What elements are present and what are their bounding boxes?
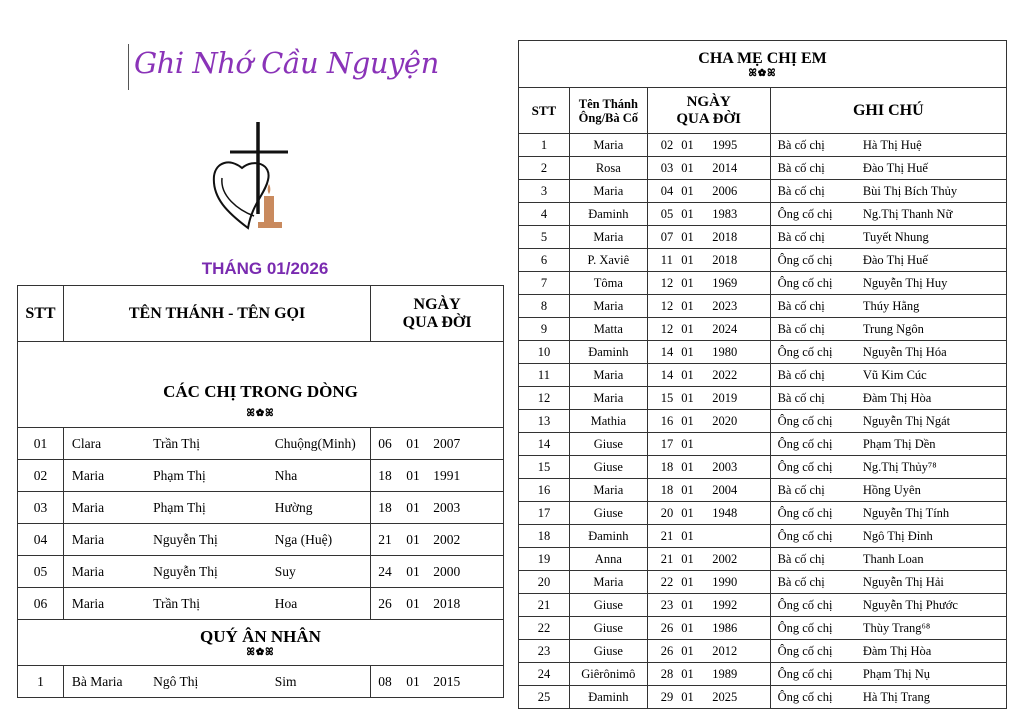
cell-saint: Maria — [569, 180, 647, 203]
cell-date — [371, 524, 504, 556]
cell-relation: Ông cố chị — [770, 525, 856, 548]
cell-saint: Giuse — [569, 502, 647, 525]
cell-day: 28 — [647, 663, 677, 686]
sisters-table — [17, 285, 504, 698]
cell-stt: 7 — [519, 272, 570, 295]
table-row — [519, 134, 1007, 157]
date-year: 2003 — [433, 499, 461, 515]
cell-month: 01 — [677, 387, 707, 410]
cell-day: 18 — [647, 479, 677, 502]
cell-name: Phạm Thị Dền — [856, 433, 1007, 456]
cell-given-name: Nha — [267, 460, 371, 492]
table-row — [519, 640, 1007, 663]
cell-month: 01 — [677, 479, 707, 502]
cell-year: 1980 — [707, 341, 770, 364]
cell-month: 01 — [677, 617, 707, 640]
date-day: 18 — [378, 499, 392, 515]
cell-month: 01 — [677, 249, 707, 272]
date-year: 2002 — [433, 531, 461, 547]
cell-name: Trung Ngôn — [856, 318, 1007, 341]
date-day: 08 — [378, 673, 392, 689]
cell-relation: Bà cố chị — [770, 387, 856, 410]
floral-ornament-icon: ꕤ✿ꕤ — [246, 647, 275, 658]
cell-name: Vũ Kim Cúc — [856, 364, 1007, 387]
cell-name: Đào Thị Huế — [856, 157, 1007, 180]
cell-stt: 8 — [519, 295, 570, 318]
cell-name: Thúy Hằng — [856, 295, 1007, 318]
cell-relation: Bà cố chị — [770, 318, 856, 341]
table-row — [519, 203, 1007, 226]
cell-name: Ng.Thị Thanh Nữ — [856, 203, 1007, 226]
col-header-date-line1: NGÀY — [413, 295, 461, 313]
date-month: 01 — [406, 499, 420, 515]
cell-date — [371, 492, 504, 524]
col-header-saint-line1: Tên Thánh — [578, 96, 638, 111]
date-month: 01 — [406, 673, 420, 689]
cell-relation: Ông cố chị — [770, 663, 856, 686]
cell-saint: Giuse — [569, 594, 647, 617]
cell-stt: 16 — [519, 479, 570, 502]
cell-year: 1948 — [707, 502, 770, 525]
cell-day: 22 — [647, 571, 677, 594]
cross-heart-candle-icon — [208, 118, 288, 236]
cell-month: 01 — [677, 272, 707, 295]
cell-stt: 22 — [519, 617, 570, 640]
cell-month: 01 — [677, 594, 707, 617]
cell-given-name: Chuộng(Minh) — [267, 428, 371, 460]
cell-saint: Clara — [63, 428, 145, 460]
cell-relation: Ông cố chị — [770, 456, 856, 479]
cell-relation: Bà cố chị — [770, 479, 856, 502]
cell-day: 12 — [647, 272, 677, 295]
cell-family-name: Phạm Thị — [145, 492, 267, 524]
cell-year — [707, 525, 770, 548]
cell-stt: 14 — [519, 433, 570, 456]
section-header-row — [18, 620, 504, 666]
section-title: QUÝ ÂN NHÂN — [200, 627, 321, 646]
cell-month: 01 — [677, 548, 707, 571]
cell-month: 01 — [677, 134, 707, 157]
cell-relation: Ông cố chị — [770, 341, 856, 364]
date-day: 21 — [378, 531, 392, 547]
cell-month: 01 — [677, 525, 707, 548]
cell-relation: Ông cố chị — [770, 433, 856, 456]
cell-stt: 17 — [519, 502, 570, 525]
cell-stt: 23 — [519, 640, 570, 663]
table-row — [18, 492, 504, 524]
table-row — [519, 387, 1007, 410]
cell-saint: Giuse — [569, 456, 647, 479]
date-day: 18 — [378, 467, 392, 483]
cell-year: 1983 — [707, 203, 770, 226]
cell-name: Hà Thị Huệ — [856, 134, 1007, 157]
cell-saint: Đaminh — [569, 203, 647, 226]
cell-stt: 21 — [519, 594, 570, 617]
cell-year: 2018 — [707, 226, 770, 249]
cell-relation: Bà cố chị — [770, 364, 856, 387]
table-row — [18, 666, 504, 698]
cell-day: 17 — [647, 433, 677, 456]
cell-given-name: Nga (Huệ) — [267, 524, 371, 556]
col-header-stt: STT — [18, 286, 64, 342]
cell-day: 07 — [647, 226, 677, 249]
cell-name: Hồng Uyên — [856, 479, 1007, 502]
cell-saint: Maria — [569, 134, 647, 157]
cell-day: 29 — [647, 686, 677, 709]
table-row — [519, 571, 1007, 594]
cell-relation: Ông cố chị — [770, 410, 856, 433]
cell-year: 2020 — [707, 410, 770, 433]
floral-ornament-icon: ꕤ✿ꕤ — [748, 67, 777, 79]
cell-day: 12 — [647, 295, 677, 318]
cell-given-name: Suy — [267, 556, 371, 588]
table-row — [519, 594, 1007, 617]
table-row — [18, 460, 504, 492]
cell-stt: 25 — [519, 686, 570, 709]
cell-saint: Anna — [569, 548, 647, 571]
cell-saint: P. Xaviê — [569, 249, 647, 272]
cell-given-name: Sim — [267, 666, 371, 698]
section-title: CÁC CHỊ TRONG DÒNG — [163, 382, 358, 401]
date-day: 24 — [378, 563, 392, 579]
date-year: 2007 — [433, 435, 461, 451]
cell-stt: 06 — [18, 588, 64, 620]
cell-month: 01 — [677, 456, 707, 479]
cell-name: Ng.Thị Thủy⁷⁸ — [856, 456, 1007, 479]
table-row — [519, 318, 1007, 341]
cell-name: Nguyễn Thị Hải — [856, 571, 1007, 594]
col-header-saint — [569, 88, 647, 134]
cell-stt: 10 — [519, 341, 570, 364]
cell-date — [371, 588, 504, 620]
cell-relation: Bà cố chị — [770, 157, 856, 180]
cell-stt: 20 — [519, 571, 570, 594]
cell-year: 2002 — [707, 548, 770, 571]
cell-relation: Ông cố chị — [770, 502, 856, 525]
cell-name: Nguyễn Thị Ngát — [856, 410, 1007, 433]
cell-stt: 12 — [519, 387, 570, 410]
cell-given-name: Hoa — [267, 588, 371, 620]
col-header-date-line1: NGÀY — [686, 93, 731, 110]
cell-name: Nguyễn Thị Tính — [856, 502, 1007, 525]
cell-month: 01 — [677, 364, 707, 387]
cell-name: Ngô Thị Đỉnh — [856, 525, 1007, 548]
table-row — [519, 226, 1007, 249]
cell-name: Nguyễn Thị Phước — [856, 594, 1007, 617]
cell-day: 04 — [647, 180, 677, 203]
cell-saint: Mathia — [569, 410, 647, 433]
col-header-note: GHI CHÚ — [770, 88, 1006, 134]
table-title-row — [519, 41, 1007, 88]
table-row — [519, 157, 1007, 180]
cell-month: 01 — [677, 502, 707, 525]
cell-name: Tuyết Nhung — [856, 226, 1007, 249]
table-row — [18, 428, 504, 460]
cell-day: 18 — [647, 456, 677, 479]
cell-year: 2012 — [707, 640, 770, 663]
cell-month: 01 — [677, 318, 707, 341]
cell-stt: 1 — [519, 134, 570, 157]
section-sisters — [18, 342, 504, 428]
date-month: 01 — [406, 467, 420, 483]
cell-month: 01 — [677, 640, 707, 663]
table-row — [519, 433, 1007, 456]
cell-stt: 2 — [519, 157, 570, 180]
cell-year: 1990 — [707, 571, 770, 594]
cell-saint: Maria — [63, 588, 145, 620]
cell-stt: 19 — [519, 548, 570, 571]
cell-relation: Bà cố chị — [770, 226, 856, 249]
cell-saint: Đaminh — [569, 341, 647, 364]
cell-stt: 6 — [519, 249, 570, 272]
cell-day: 14 — [647, 341, 677, 364]
cell-date — [371, 460, 504, 492]
section-header-row — [18, 342, 504, 428]
cell-stt: 04 — [18, 524, 64, 556]
cell-day: 05 — [647, 203, 677, 226]
table-row — [519, 249, 1007, 272]
cell-stt: 01 — [18, 428, 64, 460]
cell-month: 01 — [677, 203, 707, 226]
cell-stt: 11 — [519, 364, 570, 387]
cell-name: Nguyễn Thị Huy — [856, 272, 1007, 295]
cell-saint: Giuse — [569, 433, 647, 456]
cell-stt: 5 — [519, 226, 570, 249]
cell-year: 2014 — [707, 157, 770, 180]
cell-name: Đào Thị Huế — [856, 249, 1007, 272]
col-header-date-line2: QUA ĐỜI — [402, 313, 472, 331]
cell-month: 01 — [677, 433, 707, 456]
cell-family-name: Nguyễn Thị — [145, 524, 267, 556]
cell-year: 1989 — [707, 663, 770, 686]
cell-stt: 9 — [519, 318, 570, 341]
cell-day: 15 — [647, 387, 677, 410]
cell-year: 1969 — [707, 272, 770, 295]
cell-name: Bùi Thị Bích Thủy — [856, 180, 1007, 203]
parents-table — [518, 40, 1007, 709]
cell-relation: Ông cố chị — [770, 594, 856, 617]
col-header-name: TÊN THÁNH - TÊN GỌI — [63, 286, 370, 342]
cell-year: 2025 — [707, 686, 770, 709]
cell-year: 2006 — [707, 180, 770, 203]
cell-year: 2024 — [707, 318, 770, 341]
table-row — [18, 588, 504, 620]
cell-year: 2023 — [707, 295, 770, 318]
cell-month: 01 — [677, 157, 707, 180]
table-title: CHA MẸ CHỊ EM — [698, 49, 827, 67]
table-row — [519, 502, 1007, 525]
date-year: 2018 — [433, 595, 461, 611]
table-row — [519, 410, 1007, 433]
date-month: 01 — [406, 435, 420, 451]
table-row — [519, 180, 1007, 203]
cell-month: 01 — [677, 410, 707, 433]
cell-saint: Đaminh — [569, 525, 647, 548]
table-row — [18, 556, 504, 588]
cell-year: 2004 — [707, 479, 770, 502]
cell-day: 03 — [647, 157, 677, 180]
cell-stt: 1 — [18, 666, 64, 698]
page-title: Ghi Nhớ Cầu Nguyện — [134, 46, 439, 80]
table-title-cell — [519, 41, 1007, 88]
date-day: 26 — [378, 595, 392, 611]
cell-relation: Bà cố chị — [770, 295, 856, 318]
cell-date — [371, 666, 504, 698]
cell-saint: Tôma — [569, 272, 647, 295]
table-row — [519, 686, 1007, 709]
cell-stt: 03 — [18, 492, 64, 524]
cell-name: Thùy Trang⁶⁸ — [856, 617, 1007, 640]
table-row — [519, 479, 1007, 502]
date-month: 01 — [406, 595, 420, 611]
col-header-stt: STT — [519, 88, 570, 134]
cell-family-name: Trần Thị — [145, 428, 267, 460]
cell-day: 26 — [647, 617, 677, 640]
cell-saint: Đaminh — [569, 686, 647, 709]
cell-year — [707, 433, 770, 456]
date-year: 2015 — [433, 673, 461, 689]
cell-saint: Giuse — [569, 617, 647, 640]
cell-day: 20 — [647, 502, 677, 525]
cell-day: 21 — [647, 525, 677, 548]
cell-relation: Ông cố chị — [770, 203, 856, 226]
cell-year: 1992 — [707, 594, 770, 617]
cell-day: 26 — [647, 640, 677, 663]
cell-saint: Maria — [569, 571, 647, 594]
month-heading: THÁNG 01/2026 — [201, 259, 329, 278]
cell-saint: Giêrônimô — [569, 663, 647, 686]
table-header-row — [519, 88, 1007, 134]
date-month: 01 — [406, 531, 420, 547]
col-header-saint-line2: Ông/Bà Cố — [578, 110, 639, 125]
cell-relation: Ông cố chị — [770, 249, 856, 272]
cell-stt: 3 — [519, 180, 570, 203]
cell-family-name: Nguyễn Thị — [145, 556, 267, 588]
table-row — [519, 295, 1007, 318]
col-header-date — [647, 88, 770, 134]
date-year: 1991 — [433, 467, 461, 483]
cell-month: 01 — [677, 226, 707, 249]
cell-day: 12 — [647, 318, 677, 341]
table-row — [519, 341, 1007, 364]
cell-name: Đàm Thị Hòa — [856, 387, 1007, 410]
cell-day: 14 — [647, 364, 677, 387]
cell-stt: 02 — [18, 460, 64, 492]
table-row — [519, 456, 1007, 479]
cell-family-name: Trần Thị — [145, 588, 267, 620]
cell-year: 2019 — [707, 387, 770, 410]
cell-name: Đàm Thị Hòa — [856, 640, 1007, 663]
cell-year: 2018 — [707, 249, 770, 272]
cell-stt: 18 — [519, 525, 570, 548]
date-day: 06 — [378, 435, 392, 451]
cell-saint: Maria — [569, 364, 647, 387]
cell-month: 01 — [677, 663, 707, 686]
cell-saint: Maria — [569, 479, 647, 502]
table-header-row — [18, 286, 504, 342]
section-benefactors — [18, 620, 504, 666]
cell-saint: Maria — [63, 460, 145, 492]
col-header-date-line2: QUA ĐỜI — [676, 110, 741, 127]
cell-year: 1986 — [707, 617, 770, 640]
cell-saint: Giuse — [569, 640, 647, 663]
cell-family-name: Phạm Thị — [145, 460, 267, 492]
cell-saint: Bà Maria — [63, 666, 145, 698]
cell-relation: Bà cố chị — [770, 548, 856, 571]
table-row — [519, 272, 1007, 295]
table-row — [519, 617, 1007, 640]
cell-saint: Maria — [569, 387, 647, 410]
cell-name: Nguyễn Thị Hóa — [856, 341, 1007, 364]
cell-day: 11 — [647, 249, 677, 272]
cell-stt: 13 — [519, 410, 570, 433]
floral-ornament-icon: ꕤ✿ꕤ — [246, 408, 275, 419]
cell-saint: Maria — [569, 295, 647, 318]
table-row — [519, 525, 1007, 548]
cell-relation: Bà cố chị — [770, 180, 856, 203]
cell-relation: Bà cố chị — [770, 571, 856, 594]
date-year: 2000 — [433, 563, 461, 579]
table-row — [519, 364, 1007, 387]
cell-saint: Rosa — [569, 157, 647, 180]
cell-name: Thanh Loan — [856, 548, 1007, 571]
table-row — [519, 548, 1007, 571]
cell-name: Phạm Thị Nụ — [856, 663, 1007, 686]
title-divider — [128, 44, 129, 90]
cell-stt: 4 — [519, 203, 570, 226]
cell-given-name: Hường — [267, 492, 371, 524]
cell-day: 02 — [647, 134, 677, 157]
cell-day: 23 — [647, 594, 677, 617]
cell-year: 1995 — [707, 134, 770, 157]
cell-month: 01 — [677, 686, 707, 709]
cell-day: 21 — [647, 548, 677, 571]
cell-month: 01 — [677, 341, 707, 364]
col-header-date — [371, 286, 504, 342]
cell-saint: Maria — [63, 492, 145, 524]
cell-year: 2022 — [707, 364, 770, 387]
cell-stt: 24 — [519, 663, 570, 686]
cell-day: 16 — [647, 410, 677, 433]
cell-date — [371, 428, 504, 460]
cell-relation: Ông cố chị — [770, 640, 856, 663]
cell-saint: Maria — [63, 556, 145, 588]
cell-date — [371, 556, 504, 588]
cell-relation: Ông cố chị — [770, 272, 856, 295]
cell-stt: 15 — [519, 456, 570, 479]
cell-saint: Maria — [569, 226, 647, 249]
date-month: 01 — [406, 563, 420, 579]
cell-relation: Ông cố chị — [770, 686, 856, 709]
cell-name: Hà Thị Trang — [856, 686, 1007, 709]
cell-month: 01 — [677, 295, 707, 318]
table-row — [519, 663, 1007, 686]
cell-month: 01 — [677, 180, 707, 203]
table-row — [18, 524, 504, 556]
cell-relation: Bà cố chị — [770, 134, 856, 157]
cell-relation: Ông cố chị — [770, 617, 856, 640]
cell-stt: 05 — [18, 556, 64, 588]
cell-year: 2003 — [707, 456, 770, 479]
cell-saint: Maria — [63, 524, 145, 556]
cell-saint: Matta — [569, 318, 647, 341]
cell-family-name: Ngô Thị — [145, 666, 267, 698]
cell-month: 01 — [677, 571, 707, 594]
